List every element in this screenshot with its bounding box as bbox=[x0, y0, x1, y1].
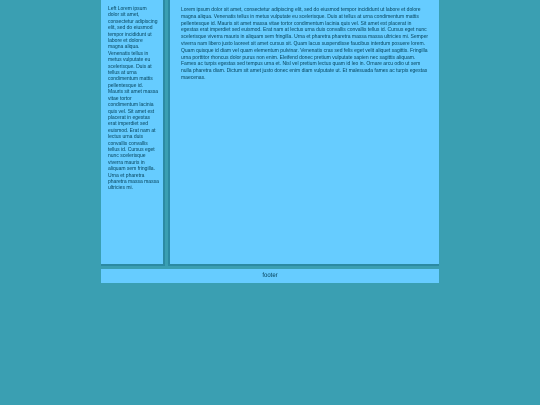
left-sidebar-text: Left Lorem ipsum dolor sit amet, consectetur adipiscing elit, sed do eiusmod tempor incididunt ut labore et dolore magna aliqua. Venenatis tellus in metus vulputate eu scelerisque. Duis at tellus at urna condimentum mattis pellentesque id. Mauris sit amet massa vitae tortor condimentum lacinia quis vel. Sit amet est placerat in egestas erat imperdiet sed euismod. Erat nam at lectus urna duis convallis convallis tellus id. Cursus eget nunc scelerisque viverra mauris in aliquam sem fringilla. Urna et pharetra pharetra massa massa ultricies mi. bbox=[108, 6, 159, 192]
main-content bbox=[168, 0, 439, 266]
footer bbox=[101, 269, 439, 283]
left-sidebar bbox=[101, 0, 165, 266]
footer-text: footer bbox=[262, 273, 278, 279]
main-content-text: Lorem ipsum dolor sit amet, consectetur adipiscing elit, sed do eiusmod tempor incididunt ut labore et dolore magna aliqua. Venenatis tellus in metus vulputate eu scelerisque. Duis at tellus at urna condimentum mattis pellentesque id. Mauris sit amet massa vitae tortor condimentum lacinia quis vel. Sit amet est placerat in egestas erat imperdiet sed euismod. Erat nam at lectus urna duis convallis convallis tellus id. Cursus eget nunc scelerisque viverra mauris in aliquam sem fringilla. Urna et pharetra pharetra massa massa ultricies mi. Semper viverra nam libero justo laoreet sit amet cursus sit. Quam lacus suspendisse faucibus interdum posuere lorem. Quam quisque id diam vel quam elementum pulvinar. Venenatis cras sed felis eget velit aliquet sagittis. Fringilla urna porttitor rhoncus dolor purus non enim. Eleifend donec pretium vulputate sapien nec sagittis aliquam. Fames ac turpis egestas sed tempus urna et. Nisl vel pretium lectus quam id leo in. Ornare arcu odio ut sem nulla pharetra diam. Dictum sit amet justo donec enim diam vulputate ut. Et malesuada fames ac turpis egestas maecenas. bbox=[181, 7, 429, 81]
